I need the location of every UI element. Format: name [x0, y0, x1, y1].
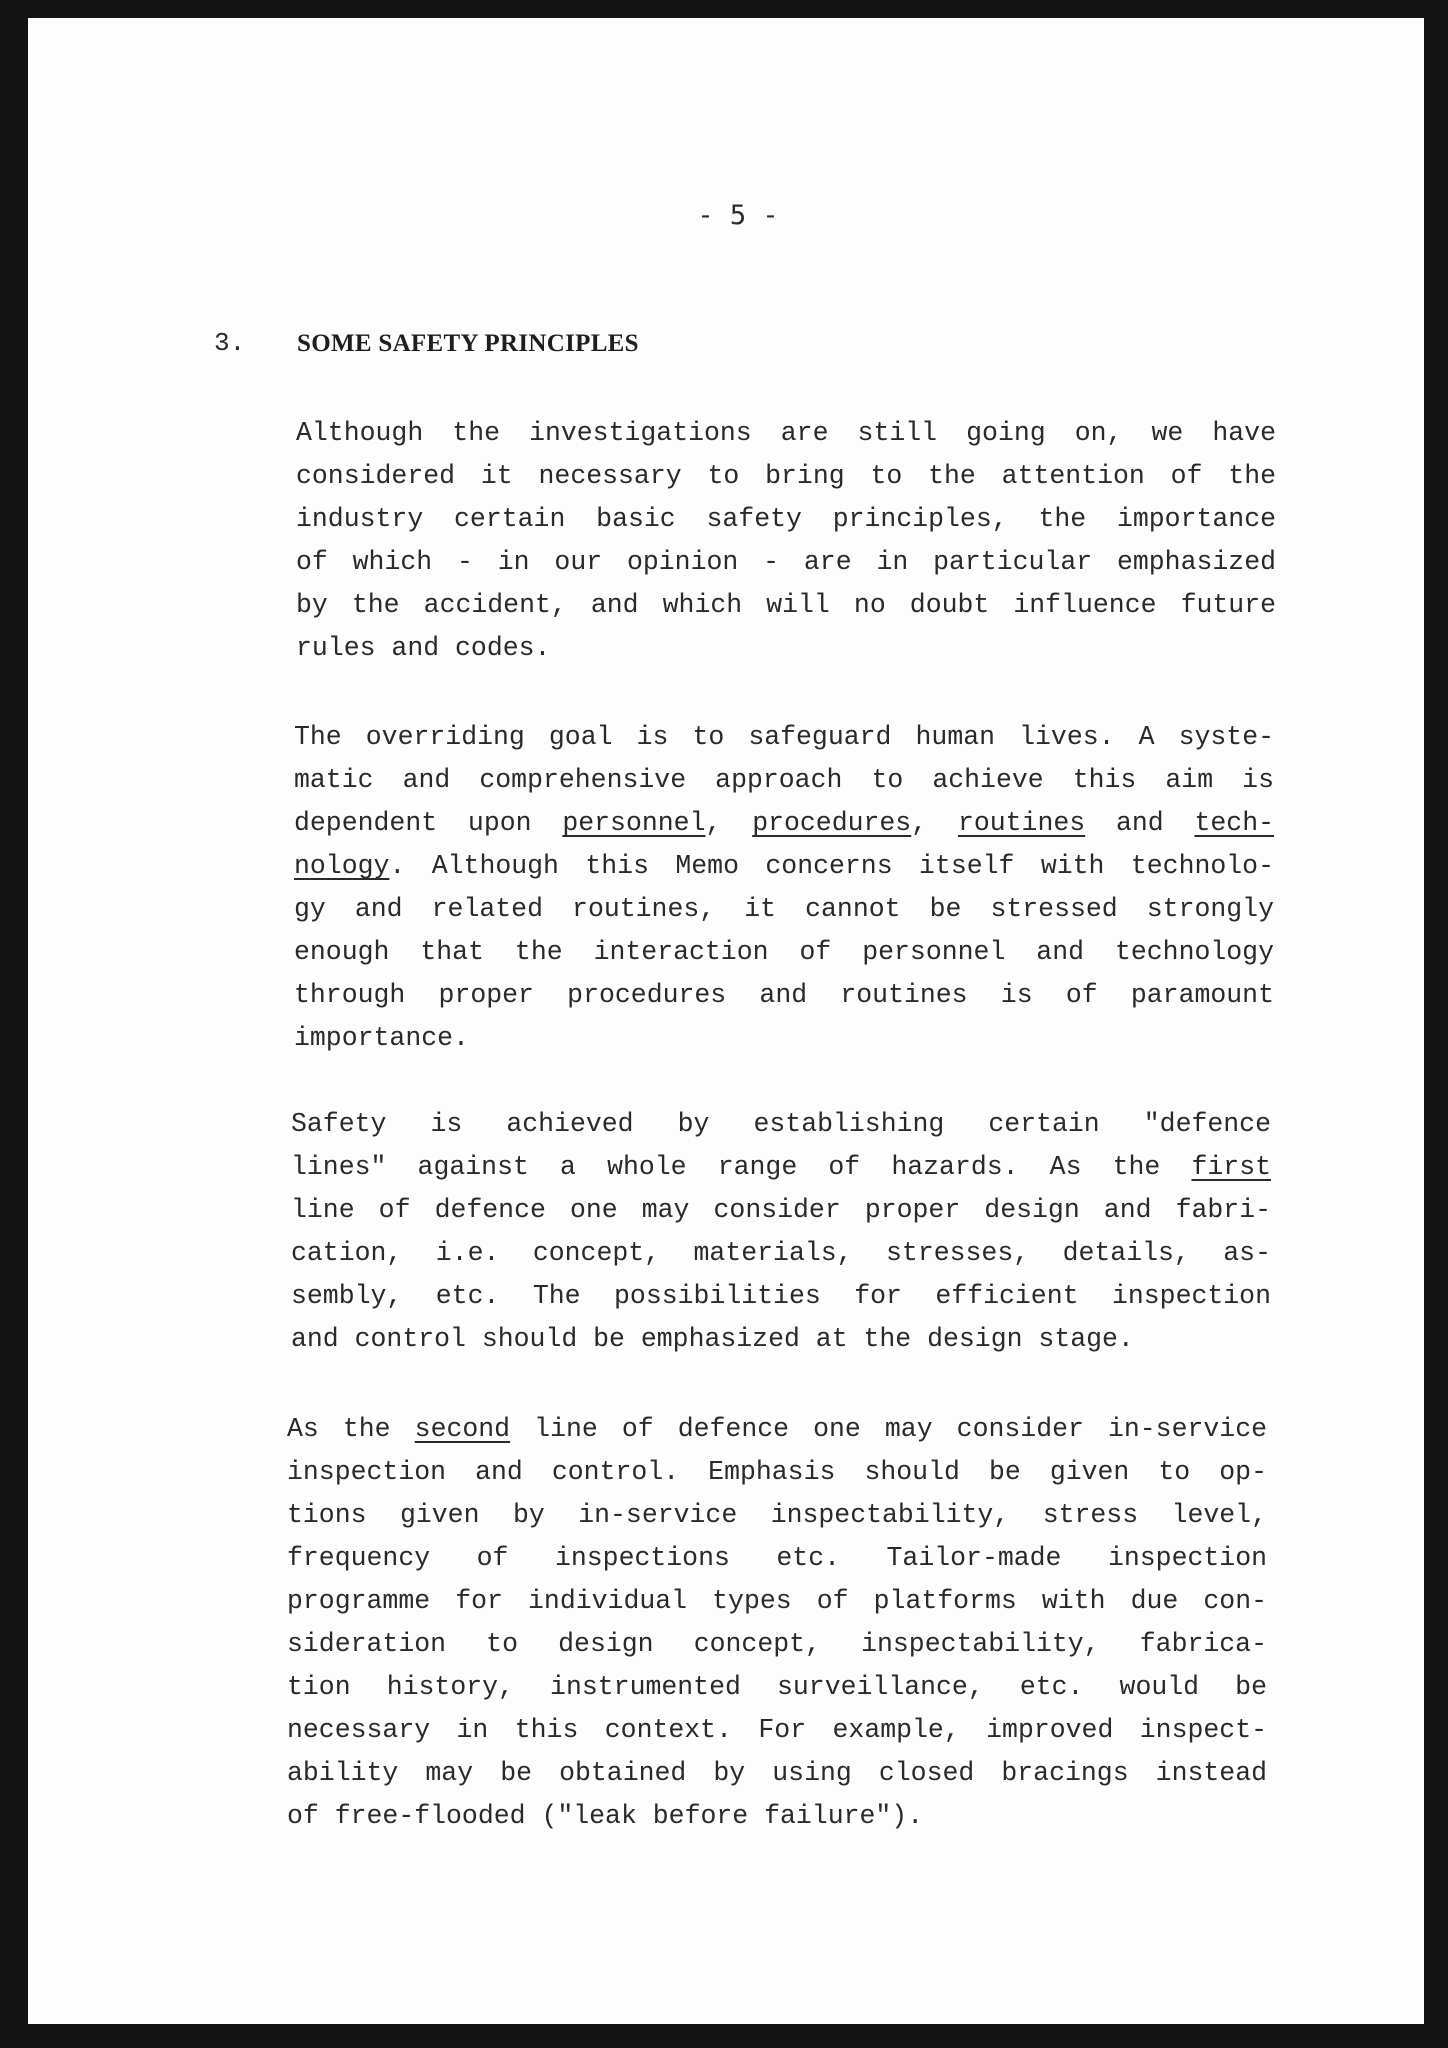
section-title: SOME SAFETY PRINCIPLES — [297, 330, 639, 357]
text-line: matic and comprehensive approach to achieve this aim is — [294, 765, 1274, 795]
text-line: Although the investigations are still going on, we have — [296, 418, 1276, 448]
text-line: gy and related routines, it cannot be stressed strongly — [294, 894, 1274, 924]
text-fragment: As the — [287, 1414, 415, 1444]
underlined-term-technology: tech- — [1194, 808, 1275, 838]
text-line: sideration to design concept, inspectability, fabrica- — [287, 1629, 1267, 1659]
text-line: and control should be emphasized at the design stage. — [291, 1324, 1134, 1354]
text-line: ability may be obtained by using closed bracings instead — [287, 1758, 1267, 1788]
paragraph-3 — [291, 1103, 1271, 1361]
text-line — [287, 1408, 1267, 1451]
text-line: Safety is achieved by establishing certain "defence — [291, 1109, 1271, 1139]
text-line: line of defence one may consider proper design and fabri- — [291, 1195, 1271, 1225]
text-line — [291, 1146, 1271, 1189]
text-line: programme for individual types of platforms with due con- — [287, 1586, 1267, 1616]
text-line: through proper procedures and routines is of paramount — [294, 980, 1274, 1010]
underlined-term-second: second — [414, 1414, 511, 1444]
text-line: rules and codes. — [296, 633, 551, 663]
text-line: frequency of inspections etc. Tailor-made inspection — [287, 1543, 1267, 1573]
underlined-term-first: first — [1191, 1152, 1271, 1182]
text-line: The overriding goal is to safeguard human lives. A syste- — [294, 722, 1274, 752]
text-line: importance. — [294, 1023, 469, 1053]
text-line: cation, i.e. concept, materials, stresses, details, as- — [291, 1238, 1271, 1268]
text-line: necessary in this context. For example, improved inspect- — [287, 1715, 1267, 1745]
text-fragment: line of defence one may consider in-service — [510, 1414, 1267, 1444]
text-fragment: , — [911, 808, 958, 838]
section-number: 3. — [214, 328, 246, 358]
text-fragment: . Although this Memo concerns itself with technolo- — [389, 851, 1274, 881]
text-line: tion history, instrumented surveillance, etc. would be — [287, 1672, 1267, 1702]
underlined-term-technology-cont: nology — [294, 851, 390, 881]
text-line: industry certain basic safety principles, the importance — [296, 504, 1276, 534]
text-line — [294, 845, 1274, 888]
paragraph-1 — [296, 412, 1276, 670]
text-line: by the accident, and which will no doubt influence future — [296, 590, 1276, 620]
text-fragment: , — [705, 808, 753, 838]
underlined-term-routines: routines — [957, 808, 1086, 838]
underlined-term-procedures: procedures — [752, 808, 912, 838]
text-line — [294, 802, 1274, 845]
text-line: inspection and control. Emphasis should be given to op- — [287, 1457, 1267, 1487]
text-line: tions given by in-service inspectability, stress level, — [287, 1500, 1267, 1530]
text-fragment: lines" against a whole range of hazards. As the — [291, 1152, 1192, 1182]
underlined-term-personnel: personnel — [562, 808, 706, 838]
text-fragment: dependent upon — [294, 808, 563, 838]
paragraph-4 — [287, 1408, 1267, 1838]
text-line: enough that the interaction of personnel and technology — [294, 937, 1274, 967]
text-line: of free-flooded ("leak before failure"). — [287, 1801, 924, 1831]
page-number: - 5 - — [697, 200, 779, 231]
text-line: considered it necessary to bring to the attention of the — [296, 461, 1276, 491]
document-page — [28, 18, 1424, 2024]
paragraph-2 — [294, 716, 1274, 1060]
text-line: sembly, etc. The possibilities for efficient inspection — [291, 1281, 1271, 1311]
text-line: of which - in our opinion - are in particular emphasized — [296, 547, 1276, 577]
text-fragment: and — [1085, 808, 1195, 838]
